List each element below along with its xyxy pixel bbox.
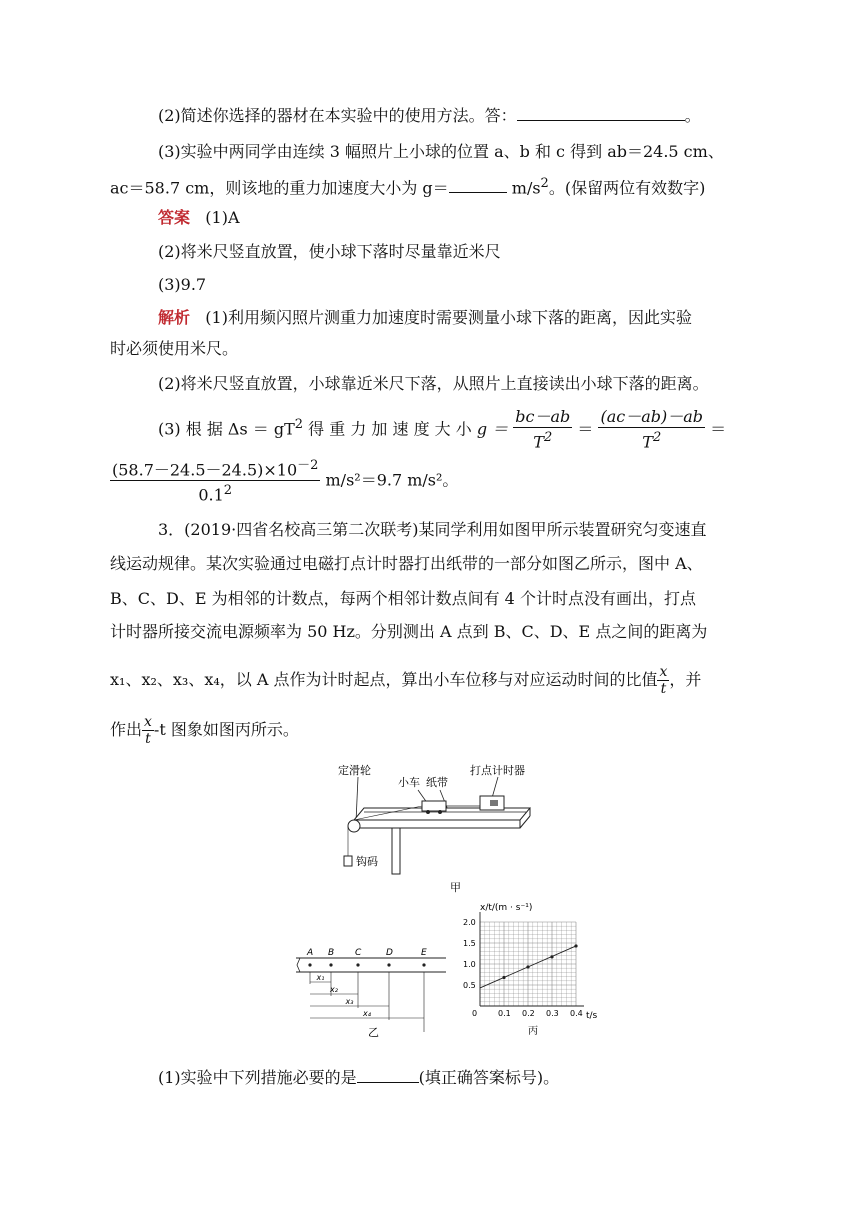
fraction-x-over-t: $\frac{x}{t}$ (659, 664, 668, 697)
analysis-line3-cont: $\frac{(58.7-24.5-24.5)\times 10^{-2}}{0.1^2}$ m/s²＝9.7 m/s²。 (112, 458, 459, 505)
tape-point-label: D (386, 948, 393, 958)
figure-caption-yi: 乙 (368, 1026, 379, 1039)
figure-caption-jia: 甲 (450, 881, 461, 894)
cart-icon (422, 801, 446, 811)
data-point (502, 976, 505, 979)
chart-y-label: x/t/(m · s⁻¹) (480, 903, 533, 913)
q1-line: (1)实验中下列措施必要的是 (填正确答案标号)。 (158, 1068, 560, 1087)
tape-point (308, 963, 311, 966)
weight-icon (344, 856, 352, 866)
q3-title-line4: 计时器所接交流电源频率为 50 Hz。分别测出 A 点到 B、C、D、E 点之间的距离为 (110, 622, 708, 641)
y-tick-label: 1.0 (463, 960, 476, 969)
tape-point-label: A (307, 948, 314, 958)
answer-block: 答案 (1)A (158, 208, 240, 227)
data-point (574, 944, 577, 947)
analysis-label: 解析 (158, 308, 191, 327)
pulley-icon (348, 820, 360, 832)
x-tick-label: 0 (472, 1009, 478, 1018)
chart-x-label: t/s (586, 1011, 598, 1021)
analysis-line1b: 时必须使用米尺。 (110, 339, 239, 358)
y-tick-label: 0.5 (463, 981, 476, 990)
tape-point (387, 963, 390, 966)
q3-line2: ac＝58.7 cm，则该地的重力加速度大小为 $g= m/s^2$。(保留两位有效数字) (110, 176, 706, 198)
analysis-line3: (3) 根 据 $\Delta s = gT^2$ 得 重 力 加 速 度 大 小 g ＝ $\frac{bc-ab}{T^2}$ ＝ $\frac{(ac-ab)-ab}{T^2}$ ＝ (158, 407, 727, 452)
q3-title-line3: B、C、D、E 为相邻的计数点，每两个相邻计数点间有 4 个计时点没有画出，打点 (110, 589, 696, 608)
formula-fraction-3: $\frac{(58.7-24.5-24.5)\times 10^{-2}}{0.1^2}$ (112, 458, 319, 505)
analysis-line2: (2)将米尺竖直放置，小球靠近米尺下落，从照片上直接读出小球下落的距离。 (158, 374, 709, 393)
chart-figure (456, 900, 606, 1040)
q3-title-line1: 3．(2019·四省名校高三第二次联考)某同学利用如图甲所示装置研究匀变速直 (158, 520, 707, 539)
distance-label: x₂ (330, 985, 338, 994)
data-point (550, 955, 553, 958)
answer-blank (449, 176, 507, 193)
q2-line: (2)简述你选择的器材在本实验中的使用方法。答： 。 (158, 106, 701, 125)
tape-point (422, 963, 425, 966)
distance-label: x₄ (363, 1009, 371, 1018)
q3-line1: (3)实验中两同学由连续 3 幅照片上小球的位置 a、b 和 c 得到 ab＝24.5 cm、 (158, 142, 724, 161)
tape-point-label: E (421, 948, 427, 958)
tape-figure (296, 944, 446, 1039)
answer-label: 答案 (158, 208, 191, 227)
distance-label: x₃ (345, 997, 354, 1006)
timer-label: 打点计时器 (470, 764, 525, 777)
chart-grid (480, 922, 576, 1006)
x-tick-label: 0.3 (546, 1009, 559, 1018)
apparatus-figure (330, 760, 540, 895)
weight-label: 钩码 (356, 855, 378, 868)
q3-title-line2: 线运动规律。某次实验通过电磁打点计时器打出纸带的一部分如图乙所示，图中 A、 (110, 554, 703, 573)
tape-point (329, 963, 332, 966)
x-tick-label: 0.1 (498, 1009, 511, 1018)
analysis-line1: 解析 (1)利用频闪照片测重力加速度时需要测量小球下落的距离，因此实验 (158, 308, 692, 327)
q3-title-line5: x₁、x₂、x₃、x₄，以 A 点作为计时起点，算出小车位移与对应运动时间的比值 $\frac{x}{t}$ ，并 (110, 664, 702, 697)
cart-label: 小车 (398, 776, 420, 789)
tape-label: 纸带 (426, 776, 448, 789)
tape-point-label: C (355, 948, 362, 958)
data-point (526, 965, 529, 968)
answer2: (2)将米尺竖直放置，使小球下落时尽量靠近米尺 (158, 242, 501, 261)
answer-blank (357, 1066, 419, 1083)
y-tick-label: 2.0 (463, 918, 476, 927)
answer-blank (517, 104, 685, 121)
answer3: (3)9.7 (158, 275, 207, 294)
formula-fraction-1: $\frac{bc-ab}{T^2}$ (515, 407, 571, 452)
q3-title-line6: 作出 $\frac{x}{t}$ -t 图象如图丙所示。 (110, 714, 299, 747)
pulley-label: 定滑轮 (338, 764, 371, 777)
formula-fraction-2: $\frac{(ac-ab)-ab}{T^2}$ (600, 407, 704, 452)
x-tick-label: 0.4 (570, 1009, 583, 1018)
fraction-x-over-t: $\frac{x}{t}$ (144, 714, 152, 747)
tape-point-label: B (328, 948, 335, 958)
x-tick-label: 0.2 (522, 1009, 535, 1018)
tape-point (356, 963, 359, 966)
y-tick-label: 1.5 (463, 939, 476, 948)
figure-caption-bing: 丙 (528, 1026, 538, 1037)
distance-label: x₁ (316, 973, 325, 982)
